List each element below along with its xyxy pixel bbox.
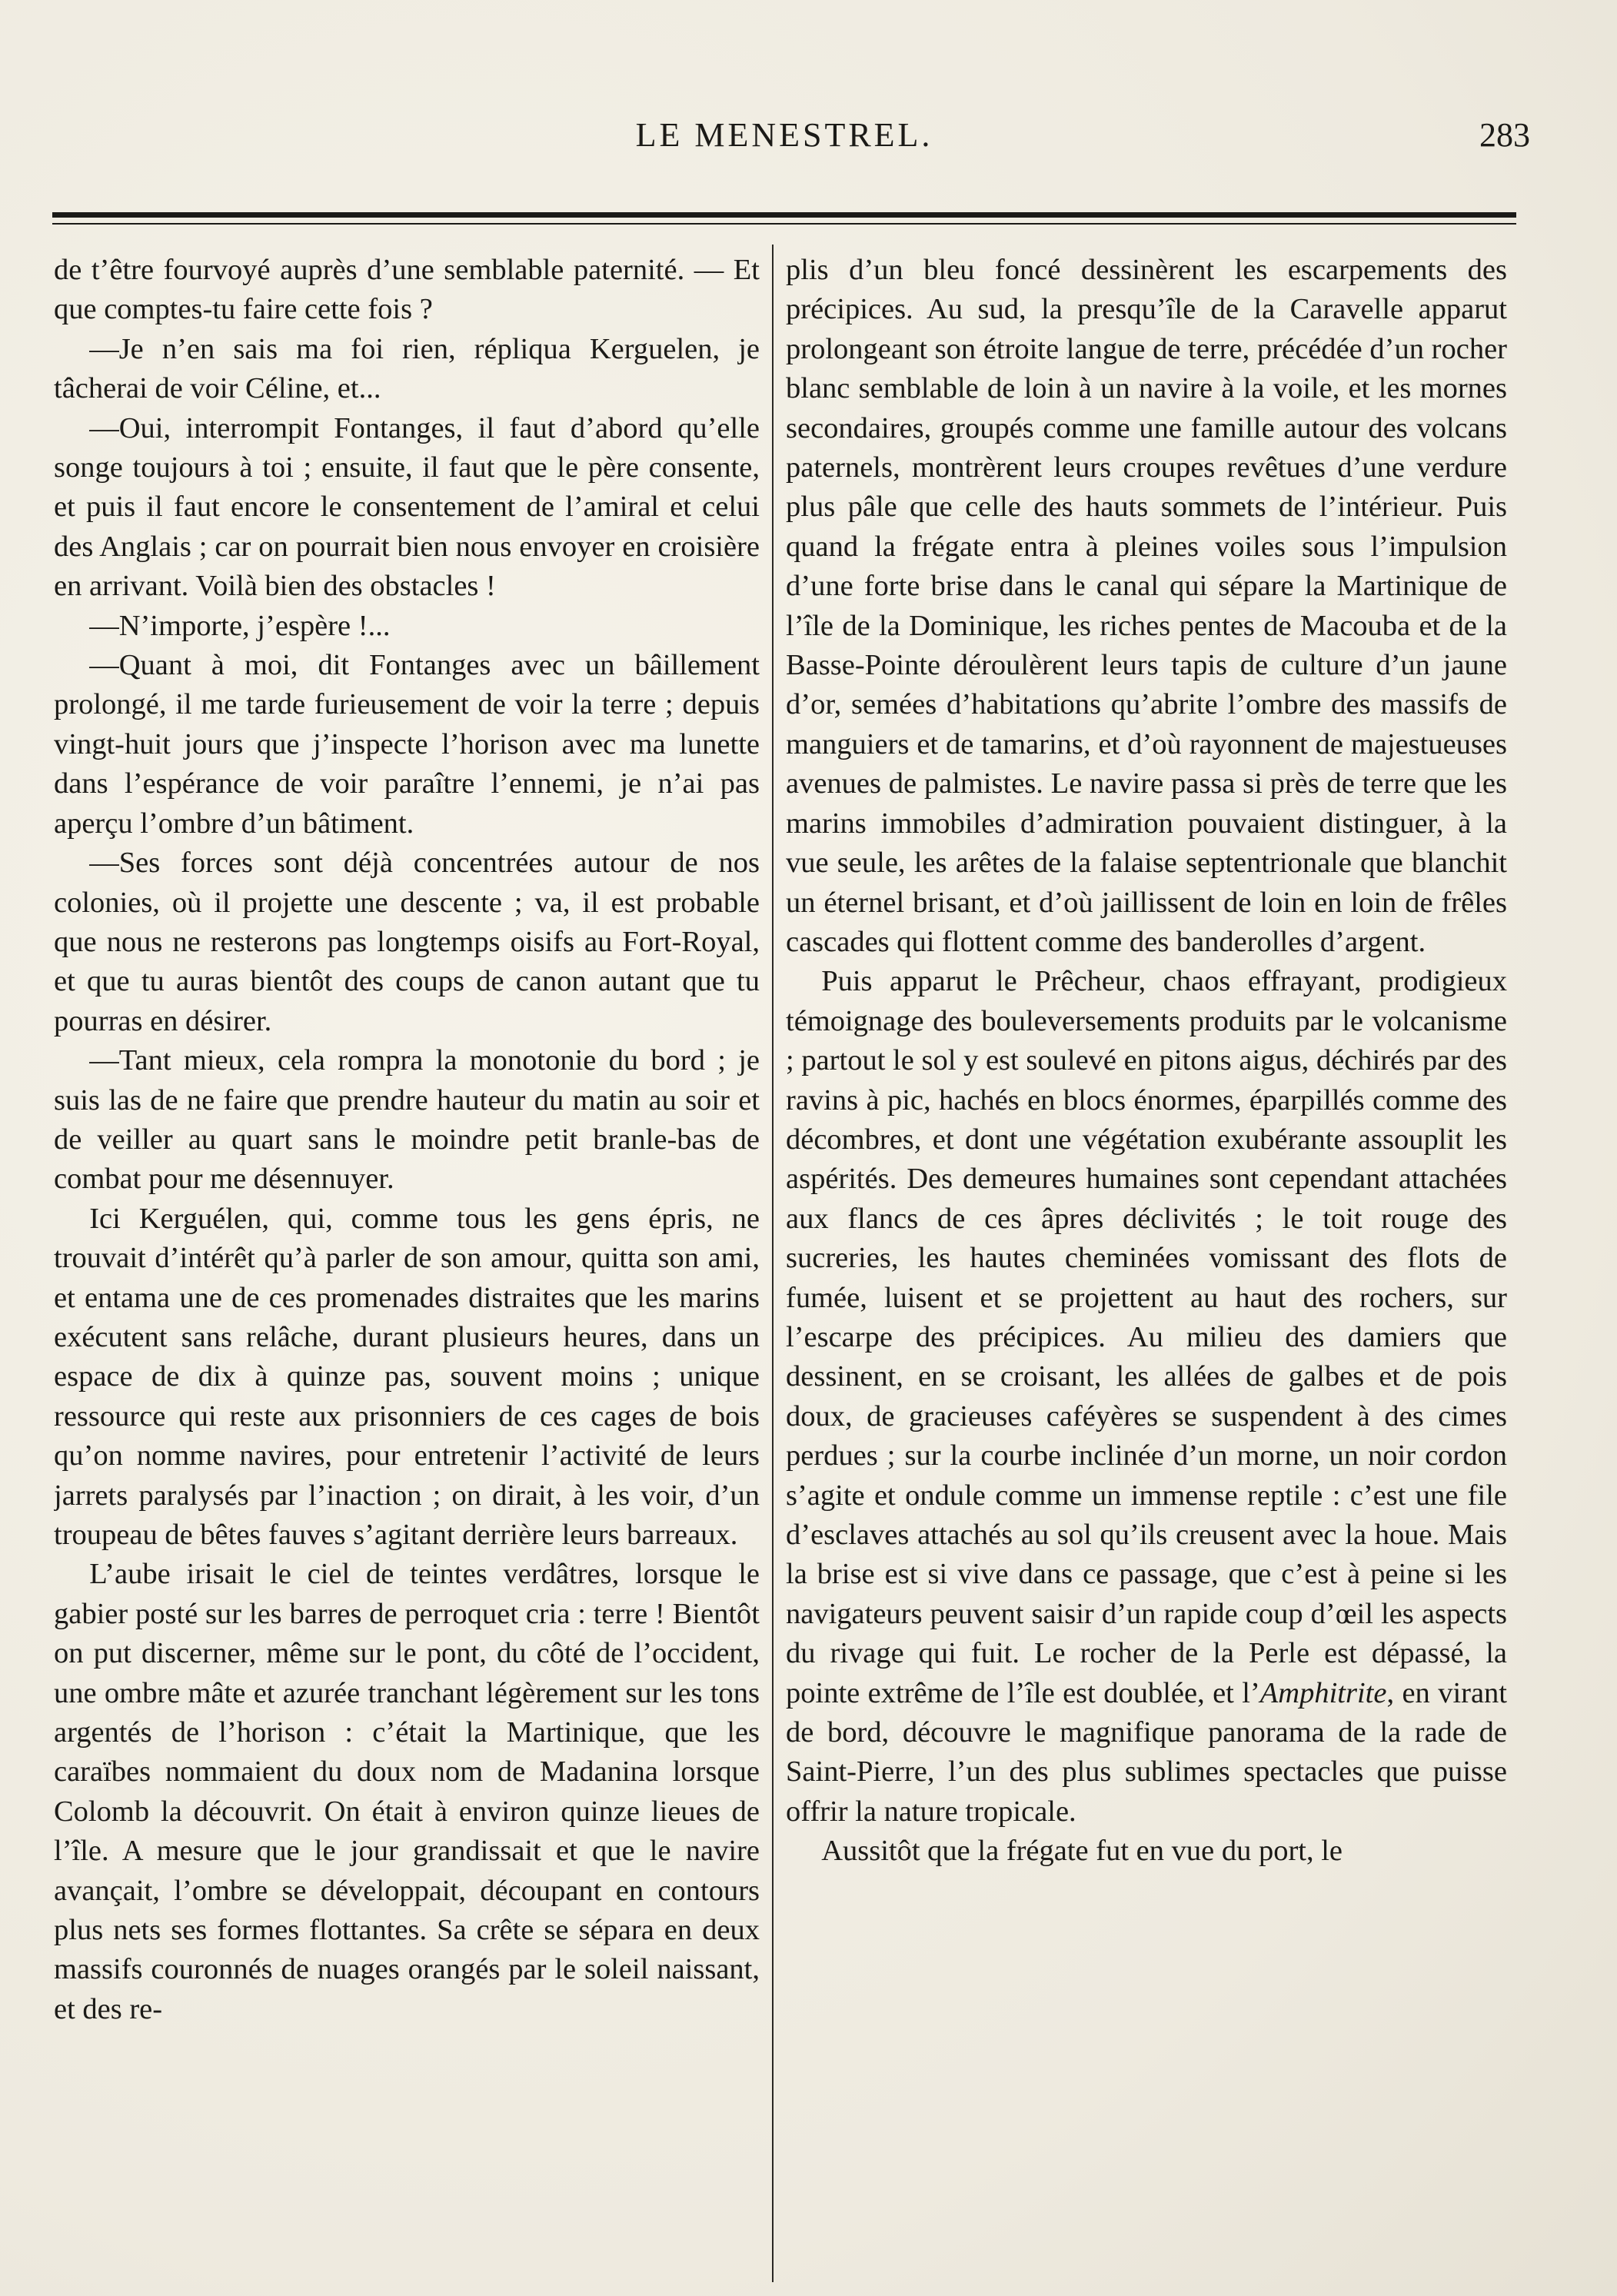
paragraph: —Quant à moi, dit Fontanges avec un bâillement prolongé, il me tarde furieusement de voir la terre ; depuis vingt-huit jours que j’inspecte l’horison avec ma lunette dans l’espérance de voir paraître l’ennemi, je n’ai pas aperçu l’ombre d’un bâtiment. [54,649,760,840]
paragraph: Ici Kerguélen, qui, comme tous les gens épris, ne trouvait d’intérêt qu’à parler de son amour, quitta son ami, et entama une de ces promenades distraites que les marins exécutent sans relâche, durant plusieurs heures, dans un espace de dix à quinze pas, souvent moins ; unique ressource qui reste aux prisonniers de ces cages de bois qu’on nomme navires, pour entretenir l’activité de leurs jarrets paralysés par l’inaction ; on dirait, à les voir, d’un troupeau de bêtes fauves s’agitant derrière leurs barreaux. [54,1202,760,1551]
paragraph: plis d’un bleu foncé dessinèrent les escarpements des précipices. Au sud, la presqu’île de la Caravelle apparut prolongeant son étroite langue de terre, précédée d’un rocher blanc semblable de loin à un navire à la voile, et les mornes secondaires, groupés comme une famille autour des volcans paternels, montrèrent leurs croupes revêtues d’une verdure plus pâle que celle des hauts sommets de l’intérieur. Puis quand la frégate entra à pleines voiles sous l’impulsion d’une forte brise dans le canal qui sépare la Martinique de l’île de la Dominique, les riches pentes de Macouba et de la Basse-Pointe déroulèrent leurs tapis de culture d’un jaune d’or, semées d’habitations qu’abrite l’ombre des massifs de manguiers et de tamarins, et d’où rayonnent de majestueuses avenues de palmistes. Le navire passa si près de terre que les marins immobiles d’admiration pouvaient distinguer, à la vue seule, les arêtes de la falaise septentrionale que blanchit un éternel brisant, et d’où jaillissent de loin en loin de frêles cascades qui flottent comme des banderolles d’argent. [786,254,1507,958]
paragraph [786,962,1507,1832]
paragraph: Aussitôt que la frégate fut en vue du port, le [821,1835,1343,1868]
paragraph: de t’être fourvoyé auprès d’une semblable paternité. — Et que comptes-tu faire cette fois ? [54,254,760,326]
right-column [786,251,1507,2288]
paragraph: L’aube irisait le ciel de teintes verdâtres, lorsque le gabier posté sur les barres de perroquet cria : terre ! Bientôt on put discerner, même sur le pont, du côté de l’occident, une ombre mâte et azurée tranchant légèrement sur les tons argentés de l’horison : c’était la Martinique, que les caraïbes nommaient du doux nom de Madanina lorsque Colomb la découvrit. On était à environ quinze lieues de l’île. A mesure que le jour grandissait et que le navire avançait, l’ombre se développait, découpant en contours plus nets ses formes flottantes. Sa crête se sépara en deux massifs couronnés de nuages orangés par le soleil naissant, et des re- [54,1558,760,2025]
journal-title: LE MENESTREL. [635,116,933,154]
header-rule-thick [52,212,1516,218]
paragraph: —Je n’en sais ma foi rien, répliqua Kerguelen, je tâcherai de voir Céline, et... [54,332,760,405]
left-column [54,251,760,2288]
header-rule-thin [52,223,1516,225]
paragraph: —Ses forces sont déjà concentrées autour de nos colonies, où il projette une descente ; va, il est probable que nous ne resterons pas longtemps oisifs au Fort-Royal, et que tu auras bientôt des coups de canon autant que tu pourras en désirer. [54,847,760,1037]
running-head [54,115,1530,177]
paragraph-text: , en virant de bord, découvre le magnifique panorama de la rade de Saint-Pierre, l’un des plus sublimes spectacles que puisse offrir la nature tropicale. [786,1676,1507,1828]
paragraph: —Oui, interrompit Fontanges, il faut d’abord qu’elle songe toujours à toi ; ensuite, il faut que le père consente, et puis il faut encore le consentement de l’amiral et celui des Anglais ; car on pourrait bien nous envoyer en croisière en arrivant. Voilà bien des obstacles ! [54,411,760,603]
ship-name: Amphitrite [1259,1676,1387,1709]
paragraph: —Tant mieux, cela rompra la monotonie du bord ; je suis las de ne faire que prendre hauteur du matin au soir et de veiller au quart sans le moindre petit branle-bas de combat pour me désennuyer. [54,1044,760,1196]
page-number: 283 [1479,116,1530,154]
column-divider [772,245,774,2282]
paragraph-text: Puis apparut le Prêcheur, chaos effrayant, prodigieux témoignage des bouleversements produits par le volcanisme ; partout le sol y est soulevé en pitons aigus, déchirés par des ravins à pic, hachés en blocs énormes, éparpillés comme des décombres, et dont une végétation exubérante assouplit les aspérités. Des demeures humaines sont cependant attachées aux flancs de ces âpres déclivités ; le toit rouge des sucreries, les hautes cheminées vomissant des flots de fumée, luisent et se projettent au haut des rochers, sur l’escarpe des précipices. Au milieu des damiers que dessinent, en se croisant, les allées de galbes et de pois doux, de gracieuses caféyères se suspendent à des cimes perdues ; sur la courbe inclinée d’un morne, un noir cordon s’agite et ondule comme un immense reptile : c’est une file d’esclaves attachés au sol qu’ils creusent avec la houe. Mais la brise est si vive dans ce passage, que c’est à peine si les navigateurs peuvent saisir d’un rapide coup d’œil les aspects du rivage qui fuit. Le rocher de la Perle est dépassé, la pointe extrême de l’île est doublée, et l’ [786,965,1507,1709]
paragraph: —N’importe, j’espère !... [89,609,391,642]
